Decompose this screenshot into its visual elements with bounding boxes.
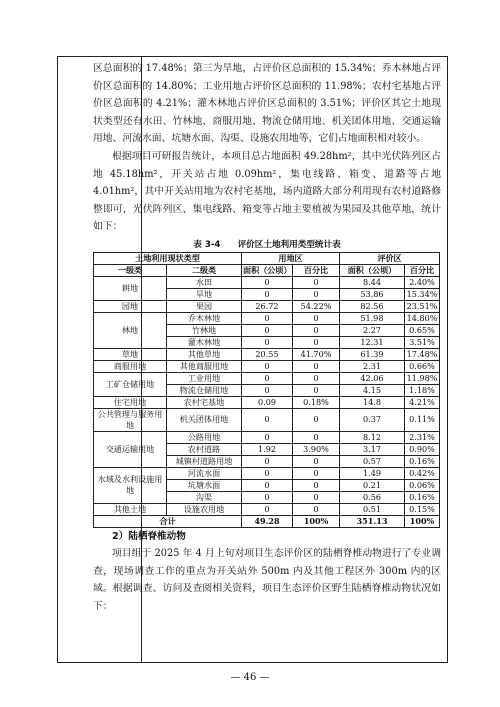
cell-area-eval: 2.27: [340, 324, 405, 336]
cell-area-land: 0: [242, 408, 293, 431]
cell-area-land: 0: [242, 479, 293, 491]
cell-percent-land: 3.90%: [293, 443, 340, 455]
header-eval-area: 评价区: [340, 252, 440, 264]
cell-percent-eval: 2.31%: [405, 431, 440, 443]
cell-percent-land: 0: [293, 384, 340, 396]
cell-percent-eval: 0.90%: [405, 443, 440, 455]
cell-percent-land: 0: [293, 336, 340, 348]
cell-percent-land: 41.70%: [293, 348, 340, 360]
cell-level1: 交通运输用地: [94, 431, 167, 467]
table-row: [94, 276, 440, 288]
cell-area-eval: 61.39: [340, 348, 405, 360]
table-row: [94, 372, 440, 384]
cell-percent-eval: 0.66%: [405, 360, 440, 372]
table-row: [94, 312, 440, 324]
cell-area-land: 0: [242, 372, 293, 384]
cell-area-eval: 4.15: [340, 384, 405, 396]
cell-percent-land: 0: [293, 408, 340, 431]
header-percent-2: 百分比: [405, 264, 440, 276]
cell-percent-eval: 2.40%: [405, 276, 440, 288]
cell-level2: 灌木林地: [167, 336, 242, 348]
cell-level1: 园地: [94, 300, 167, 312]
cell-level2: 工业用地: [167, 372, 242, 384]
cell-level2: 农村宅基地: [167, 396, 242, 408]
header-level2: 二级类: [167, 264, 242, 276]
cell-percent-eval: 0.16%: [405, 455, 440, 467]
cell-percent-land: 54.22%: [293, 300, 340, 312]
table-row: [94, 431, 440, 443]
landuse-table: [93, 252, 440, 528]
cell-area-land: 0: [242, 467, 293, 479]
cell-level2: 城镇村道路用地: [167, 455, 242, 467]
cell-percent-eval: 1.18%: [405, 384, 440, 396]
cell-area-eval: 51.98: [340, 312, 405, 324]
cell-area-eval: 8.12: [340, 431, 405, 443]
cell-area-eval: 53.86: [340, 288, 405, 300]
total-percent-1: 100%: [293, 515, 340, 527]
cell-percent-eval: 17.48%: [405, 348, 440, 360]
table-row: [94, 360, 440, 372]
table-total-row: [94, 515, 440, 527]
cell-area-land: 0: [242, 288, 293, 300]
table-body: [94, 276, 440, 515]
table-caption: 表 3-4 评价区土地利用类型统计表: [193, 239, 341, 250]
cell-percent-land: 0: [293, 288, 340, 300]
cell-area-eval: 0.57: [340, 455, 405, 467]
cell-level1: 商服用地: [94, 360, 167, 372]
cell-area-land: 0: [242, 312, 293, 324]
cell-area-eval: 8.44: [340, 276, 405, 288]
cell-area-eval: 3.17: [340, 443, 405, 455]
cell-level2: 其他草地: [167, 348, 242, 360]
cell-area-eval: 0.37: [340, 408, 405, 431]
cell-area-land: 0: [242, 503, 293, 515]
cell-percent-land: 0: [293, 455, 340, 467]
cell-area-land: 1.92: [242, 443, 293, 455]
cell-percent-land: 0: [293, 479, 340, 491]
header-level1: 一级类: [94, 264, 167, 276]
cell-area-eval: 12.31: [340, 336, 405, 348]
total-area-1: 49.28: [242, 515, 293, 527]
total-percent-2: 100%: [405, 515, 440, 527]
cell-level2: 竹林地: [167, 324, 242, 336]
cell-area-eval: 0.51: [340, 503, 405, 515]
cell-area-land: 20.55: [242, 348, 293, 360]
cell-level2: 农村道路: [167, 443, 242, 455]
header-landuse-type: 土地利用现状类型: [94, 252, 242, 264]
cell-level1: 耕地: [94, 276, 167, 300]
cell-level2: 沟渠: [167, 491, 242, 503]
page-number: — 46 —: [230, 672, 270, 683]
cell-area-land: 26.72: [242, 300, 293, 312]
cell-area-land: 0: [242, 431, 293, 443]
cell-level2: 旱地: [167, 288, 242, 300]
header-land-area: 用地区: [242, 252, 340, 264]
cell-area-eval: 2.31: [340, 360, 405, 372]
cell-percent-land: 0: [293, 324, 340, 336]
cell-level1: 林地: [94, 312, 167, 348]
cell-percent-land: 0: [293, 467, 340, 479]
cell-area-eval: 42.06: [340, 372, 405, 384]
cell-percent-land: 0.18%: [293, 396, 340, 408]
main-content: [93, 60, 441, 615]
cell-area-eval: 1.49: [340, 467, 405, 479]
cell-level2: 坑塘水面: [167, 479, 242, 491]
cell-level2: 机关团体用地: [167, 408, 242, 431]
table-row: [94, 408, 440, 431]
cell-level2: 物流仓储用地: [167, 384, 242, 396]
total-area-2: 351.13: [340, 515, 405, 527]
cell-area-land: 0: [242, 384, 293, 396]
cell-area-eval: 0.56: [340, 491, 405, 503]
cell-percent-eval: 0.65%: [405, 324, 440, 336]
cell-level1: 工矿仓储用地: [94, 372, 167, 396]
cell-level2: 乔木林地: [167, 312, 242, 324]
paragraph-landuse-summary: 区总面积的 17.48%；第三为旱地，占评价区总面积的 15.34%；乔木林地占评价区总面积的 14.80%；工业用地占评价区总面积的 11.98%；农村宅基地占评价区总面积的 4.21%；灌木林地占评价区总面积的 3.51%；评价区其它土地现状类型还有水田、竹林地、商服用地、物流仓储用地、机关团体用地、交通运输用地、河流水面、坑塘水面、沟渠、设施农用地等，它们占地面积相对较小。: [93, 63, 441, 145]
cell-level2: 果园: [167, 300, 242, 312]
cell-percent-land: 0: [293, 372, 340, 384]
cell-level2: 其他商服用地: [167, 360, 242, 372]
paragraph-project-area: 根据项目可研报告统计，本项目总占地面积 49.28hm²，其中光伏阵列区占地 45.18hm²，开关站占地 0.09hm²，集电线路、箱变、道路等占地 4.01hm²，其中开关站用地为农村宅基地，场内道路大部分利用现有农村道路修整即可，光伏阵列区、集电线路、箱变等占地主要植被为果园及其他草地，统计如下：: [93, 150, 441, 233]
cell-percent-land: 0: [293, 276, 340, 288]
cell-level1: 其他土地: [94, 503, 167, 515]
cell-percent-eval: 14.80%: [405, 312, 440, 324]
header-area-1: 面积（公顷）: [243, 264, 292, 275]
cell-percent-land: 0: [293, 360, 340, 372]
cell-level2: 公路用地: [167, 431, 242, 443]
cell-percent-eval: 0.06%: [405, 479, 440, 491]
cell-percent-eval: 0.42%: [405, 467, 440, 479]
total-label: 合计: [94, 515, 242, 527]
table-row: [94, 467, 440, 479]
cell-area-land: 0: [242, 491, 293, 503]
cell-percent-eval: 11.98%: [405, 372, 440, 384]
cell-area-eval: 0.21: [340, 479, 405, 491]
cell-percent-eval: 0.11%: [405, 408, 440, 431]
cell-area-land: 0: [242, 455, 293, 467]
cell-percent-eval: 0.16%: [405, 491, 440, 503]
cell-area-land: 0: [242, 360, 293, 372]
cell-area-eval: 14.8: [340, 396, 405, 408]
cell-percent-land: 0: [293, 312, 340, 324]
cell-percent-land: 0: [293, 503, 340, 515]
cell-level2: 水田: [167, 276, 242, 288]
header-area-2: 面积（公顷）: [340, 264, 405, 276]
table-row: [94, 348, 440, 360]
cell-percent-land: 0: [293, 491, 340, 503]
cell-percent-eval: 23.51%: [405, 300, 440, 312]
cell-level1: 住宅用地: [94, 396, 167, 408]
table-row: [94, 503, 440, 515]
table-row: [94, 300, 440, 312]
cell-percent-eval: 0.15%: [405, 503, 440, 515]
cell-percent-eval: 15.34%: [405, 288, 440, 300]
cell-area-land: 0: [242, 276, 293, 288]
section-heading: 2）陆栖脊椎动物: [112, 530, 186, 542]
cell-area-eval: 82.56: [340, 300, 405, 312]
header-percent-1: 百分比: [293, 264, 340, 276]
cell-level2: 河流水面: [167, 467, 242, 479]
cell-area-land: 0.09: [242, 396, 293, 408]
cell-level2: 设施农用地: [167, 503, 242, 515]
cell-percent-eval: 3.51%: [405, 336, 440, 348]
cell-area-land: 0: [242, 336, 293, 348]
cell-level1: 公共管理与服务用地: [94, 408, 167, 431]
table-row: [94, 396, 440, 408]
cell-level1: 水域及水利设施用地: [94, 467, 167, 503]
cell-level1: 草地: [94, 348, 167, 360]
cell-area-land: 0: [242, 324, 293, 336]
paragraph-animal-survey: 项目组于 2025 年 4 月上旬对项目生态评价区的陆栖脊椎动物进行了专业调查，现场调查工作的重点为开关站外 500m 内及其他工程区外 300m 内的区域。根据调查、访问及查阅相关资料，项目生态评价区野生陆栖脊椎动物状况如下：: [93, 547, 441, 612]
cell-percent-eval: 4.21%: [405, 396, 440, 408]
cell-percent-land: 0: [293, 431, 340, 443]
